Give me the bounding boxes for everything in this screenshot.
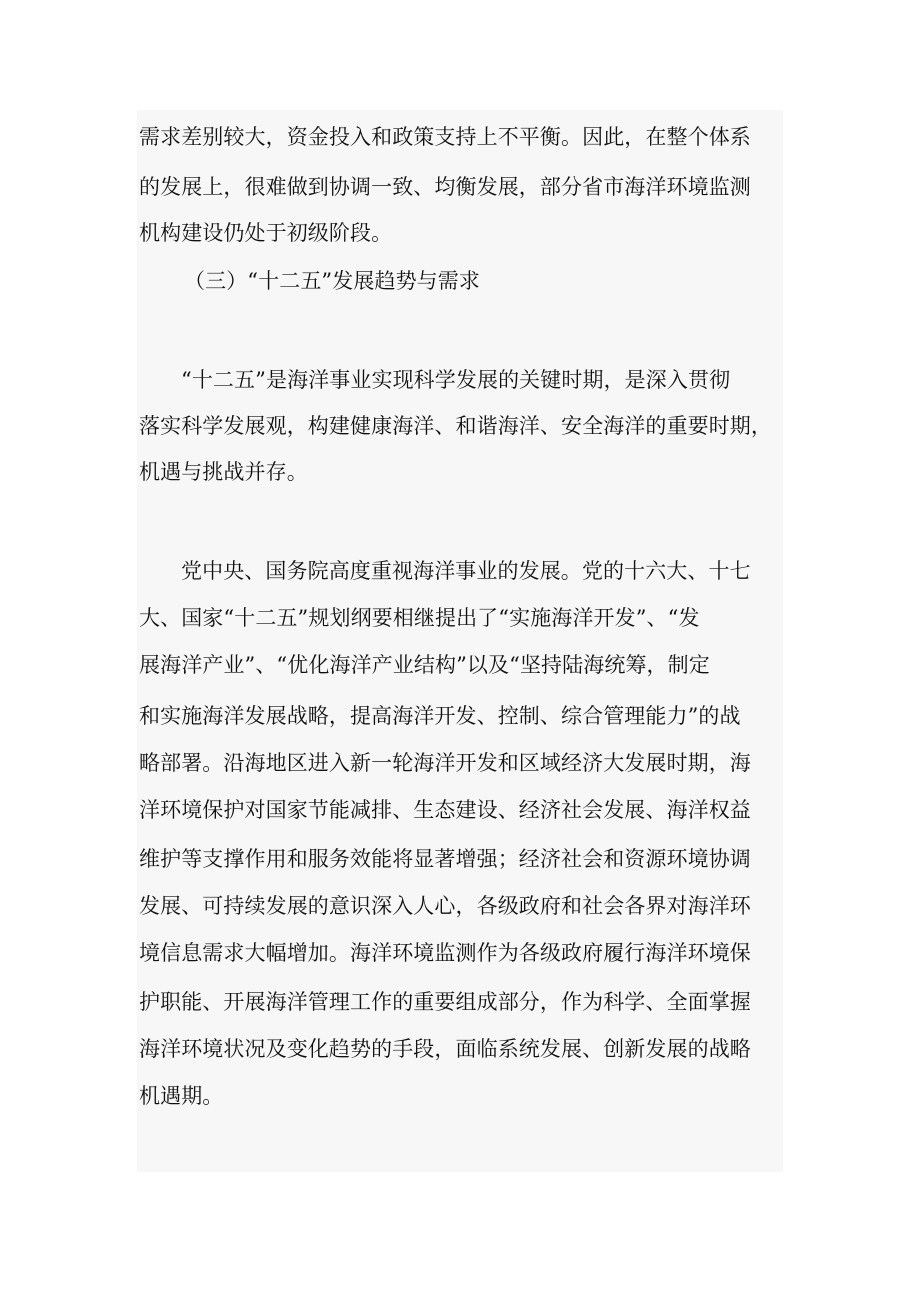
paragraph-3-line-1: 党中央、国务院高度重视海洋事业的发展。党的十六大、十七 (181, 559, 751, 583)
paragraph-3-line-5: 略部署。沿海地区进入新一轮海洋开发和区域经济大发展时期，海 (139, 751, 751, 775)
paragraph-3-line-3: 展海洋产业”、“优化海洋产业结构”以及“坚持陆海统筹，制定 (139, 653, 710, 677)
section-heading: （三）“十二五”发展趋势与需求 (184, 269, 480, 293)
paragraph-3-line-7: 维护等支撑作用和服务效能将显著增强；经济社会和资源环境协调 (139, 847, 751, 871)
paragraph-1-line-2: 的发展上，很难做到协调一致、均衡发展，部分省市海洋环境监测 (139, 175, 751, 199)
paragraph-3-line-12: 机遇期。 (139, 1084, 224, 1108)
paragraph-3-line-2: 大、国家“十二五”规划纲要相继提出了“实施海洋开发”、“发 (139, 606, 700, 630)
paragraph-2-line-1: “十二五”是海洋事业实现科学发展的关键时期，是深入贯彻 (181, 368, 731, 392)
paragraph-2-line-2: 落实科学发展观，构建健康海洋、和谐海洋、安全海洋的重要时期， (139, 414, 772, 438)
paragraph-1-line-1: 需求差别较大，资金投入和政策支持上不平衡。因此，在整个体系 (139, 125, 751, 149)
paragraph-3-line-9: 境信息需求大幅增加。海洋环境监测作为各级政府履行海洋环境保 (139, 941, 751, 965)
paragraph-2-line-3: 机遇与挑战并存。 (139, 460, 308, 484)
paragraph-3-line-10: 护职能、开展海洋管理工作的重要组成部分，作为科学、全面掌握 (139, 990, 751, 1014)
paragraph-1-line-3: 机构建设仍处于初级阶段。 (139, 221, 393, 245)
paragraph-3-line-8: 发展、可持续发展的意识深入人心，各级政府和社会各界对海洋环 (139, 894, 751, 918)
paragraph-3-line-6: 洋环境保护对国家节能减排、生态建设、经济社会发展、海洋权益 (139, 798, 751, 822)
paragraph-3-line-4: 和实施海洋发展战略，提高海洋开发、控制、综合管理能力”的战 (139, 704, 741, 728)
paragraph-3-line-11: 海洋环境状况及变化趋势的手段，面临系统发展、创新发展的战略 (139, 1037, 751, 1061)
